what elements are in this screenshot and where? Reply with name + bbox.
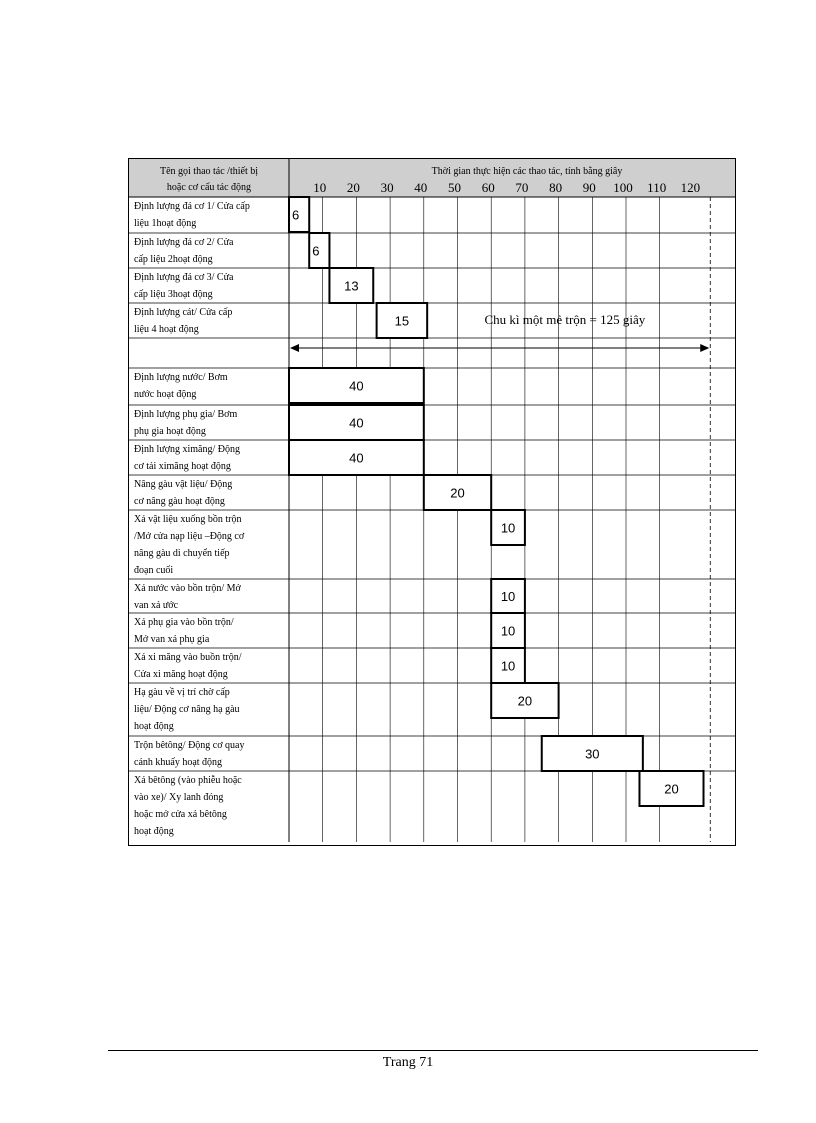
row-label-line: Cửa xi măng hoạt động [134, 669, 228, 680]
row-label-line: Xả bêtông (vào phiễu hoặc [134, 775, 242, 786]
gantt-table [128, 158, 736, 846]
row-label-line: nước hoạt động [134, 389, 197, 400]
time-tick-label: 80 [549, 180, 563, 195]
row-label-line: vào xe)/ Xy lanh đóng [134, 792, 224, 803]
row-label-line: cấp liệu 3hoạt động [134, 289, 213, 300]
gantt-bar-label: 6 [312, 243, 320, 259]
gantt-bar-label: 40 [349, 378, 364, 394]
gantt-bar-label: 20 [664, 781, 679, 797]
gantt-bar-label: 20 [517, 693, 533, 709]
cycle-arrow-left-head [290, 344, 299, 352]
row-label-line: liệu 4 hoạt động [134, 324, 199, 335]
row-label-line: van xả ước [134, 600, 179, 611]
header-label-line: hoặc cơ cấu tác động [166, 182, 252, 193]
time-tick-label: 110 [647, 180, 667, 195]
row-label-line: nâng gàu di chuyển tiếp [134, 548, 230, 559]
time-tick-label: 120 [680, 180, 701, 195]
row-label-line: cấp liệu 2hoạt động [134, 254, 213, 265]
time-tick-label: 50 [448, 180, 461, 195]
time-tick-label: 60 [481, 180, 495, 195]
time-tick-label: 40 [414, 180, 428, 195]
row-label-line: Định lượng nước/ Bơm [134, 372, 228, 383]
time-tick-label: 100 [613, 180, 633, 195]
time-tick-label: 10 [313, 180, 327, 195]
row-label-line: Định lượng ximăng/ Động [134, 444, 240, 455]
gantt-chart [129, 159, 735, 845]
row-label-line: Xả xi măng vào buồn trộn/ [134, 652, 242, 663]
row-label-line: Định lượng đá cơ 1/ Cửa cấp [134, 201, 250, 212]
gantt-bar-label: 6 [292, 207, 300, 223]
gantt-bar-label: 40 [349, 415, 364, 431]
row-label-line: cơ tải ximăng hoạt động [134, 461, 231, 472]
row-label-line: hoặc mở cửa xả bêtông [134, 809, 227, 820]
cycle-label: Chu kì một mẻ trộn = 125 giây [484, 312, 646, 327]
row-label-line: đoạn cuối [134, 565, 174, 576]
row-label-line: Định lượng đá cơ 3/ Cửa [134, 272, 234, 283]
time-tick-label: 20 [346, 180, 360, 195]
row-label-line: hoạt động [134, 826, 174, 837]
gantt-bar-label: 40 [349, 450, 364, 466]
header-label-line: Tên gọi thao tác /thiết bị [159, 166, 259, 177]
row-label-line: /Mở cửa nạp liệu –Động cơ [134, 531, 245, 542]
row-label-line: cơ nâng gàu hoạt động [134, 496, 225, 507]
gantt-bar-label: 30 [585, 746, 600, 762]
time-tick-label: 90 [582, 180, 596, 195]
row-label-line: Trộn bêtông/ Động cơ quay [134, 740, 245, 751]
row-label-line: liệu/ Động cơ nâng hạ gàu [134, 704, 240, 715]
row-label-line: Xả phụ gia vào bồn trộn/ [134, 617, 234, 628]
row-label-line: Định lượng cát/ Cửa cấp [134, 307, 233, 318]
header-time-title: Thời gian thực hiện các thao tác, tính bằng giây [431, 166, 623, 177]
row-label-line: phụ gia hoạt động [134, 426, 206, 437]
row-label-line: Xả vật liệu xuống bồn trộn [134, 514, 242, 525]
time-tick-label: 30 [380, 180, 394, 195]
gantt-bar-label: 10 [500, 658, 516, 674]
page-number: Trang 71 [382, 1055, 434, 1070]
row-label-line: Xả nước vào bồn trộn/ Mở [134, 583, 241, 594]
row-label-line: cánh khuấy hoạt động [134, 757, 223, 768]
gantt-bar-label: 15 [394, 313, 410, 329]
gantt-bar-label: 10 [500, 623, 516, 639]
row-label-line: liệu 1hoạt động [134, 218, 197, 229]
gantt-bar-label: 10 [500, 589, 516, 604]
footer-rule [108, 1050, 758, 1051]
row-label-line: Nâng gàu vật liệu/ Động [134, 479, 233, 490]
cycle-arrow-right-head [700, 344, 709, 352]
row-label-line: Mở van xả phụ gia [134, 634, 210, 645]
row-label-line: Định lượng đá cơ 2/ Cửa [134, 237, 234, 248]
row-label-line: hoạt động [134, 721, 174, 732]
gantt-bar-label: 20 [450, 485, 465, 501]
row-label-line: Hạ gàu về vị trí chờ cấp [134, 687, 230, 698]
time-tick-label: 70 [515, 180, 529, 195]
gantt-bar-label: 10 [500, 520, 516, 536]
gantt-bar-label: 13 [344, 278, 359, 294]
row-label-line: Định lượng phụ gia/ Bơm [134, 409, 238, 420]
